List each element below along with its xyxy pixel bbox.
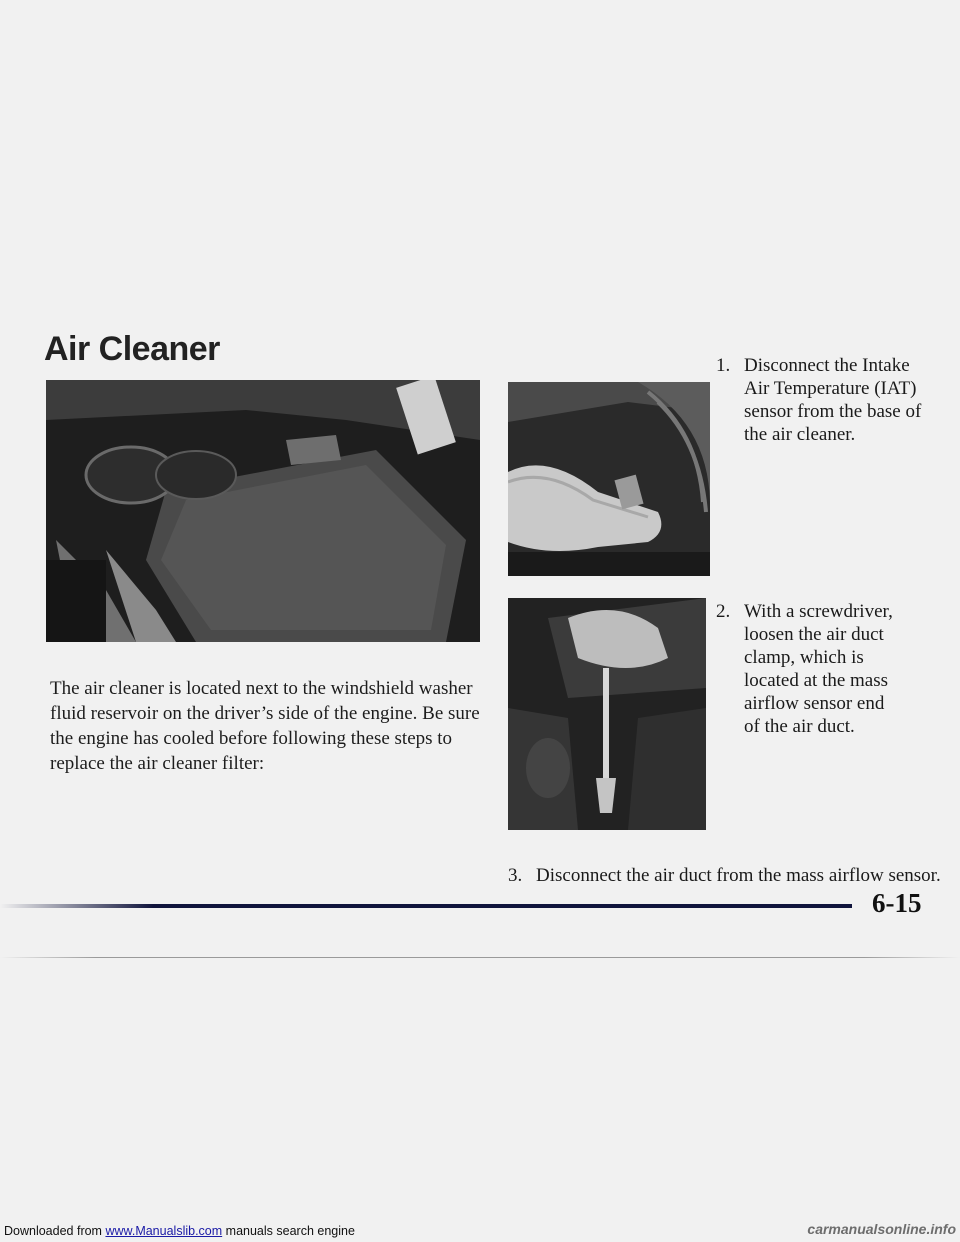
page-edge-line [0,957,960,958]
page-number: 6-15 [872,888,922,918]
download-credit [4,1222,355,1240]
download-credit-suffix: manuals search engine [225,1224,355,1238]
step-2-number: 2. [716,601,731,622]
step-2-text: With a screwdriver, loosen the air duct clamp, which is located at the mass airflow sensor end of the air duct. [744,601,893,737]
site-watermark: carmanualsonline.info [807,1221,956,1237]
step-3-number: 3. [508,865,523,886]
footer [4,1222,956,1242]
duct-clamp-photo [508,598,706,830]
step-1-number: 1. [716,355,731,376]
manualslib-link[interactable]: www.Manualslib.com [105,1224,223,1238]
step-1-text: Disconnect the Intake Air Temperature (IAT) sensor from the base of the air cleaner. [744,355,922,445]
download-credit-prefix: Downloaded from [4,1224,102,1238]
iat-sensor-photo [508,382,710,576]
section-title: Air Cleaner [44,330,220,368]
air-cleaner-photo [46,380,480,642]
step-3-text: Disconnect the air duct from the mass airflow sensor. [536,865,941,886]
intro-paragraph: The air cleaner is located next to the windshield washer fluid reservoir on the driver’s side of the engine. Be sure the engine has cooled before following these steps to replace the air cleaner filter: [50,678,480,774]
section-divider [0,904,852,908]
